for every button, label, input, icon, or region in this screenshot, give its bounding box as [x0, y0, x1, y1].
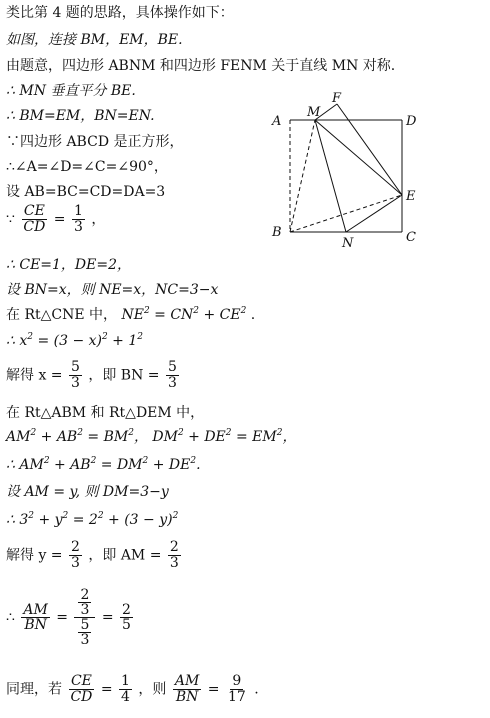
text: ，即 BN = [88, 367, 160, 384]
text-line-12 [6, 306, 255, 324]
period: . [250, 307, 256, 323]
text-line-19 [6, 511, 178, 529]
frac-numerator: AM [23, 602, 48, 618]
frac-numerator: CE [70, 673, 92, 689]
fraction-ce-cd [68, 674, 94, 705]
equals-sign: = [56, 609, 69, 626]
sup: 2 [172, 511, 179, 521]
sup: 2 [27, 332, 33, 342]
text-line-16 [6, 428, 296, 446]
sup: 2 [128, 428, 134, 438]
sup: 2 [142, 456, 149, 466]
frac-denominator: BN [175, 689, 199, 705]
frac-numerator: 2 [169, 539, 179, 555]
sup: 2 [90, 456, 97, 466]
term: = EM [231, 429, 277, 445]
fraction-one-third [72, 204, 85, 235]
complex-fraction [74, 588, 95, 647]
term: + (3 − y) [103, 512, 173, 528]
segment-NE [346, 195, 402, 232]
sup: 2 [240, 306, 247, 316]
segment-BM-dashed [290, 120, 315, 232]
frac-denominator: CD [70, 689, 93, 705]
term: + AB [49, 457, 91, 473]
text-line-2: 如图，连接 BM，EM，BE. [6, 32, 183, 48]
frac-numerator: 5 [70, 359, 80, 375]
frac-numerator: 2 [80, 587, 90, 603]
because-symbol: ∵ [6, 211, 15, 228]
square-fold-figure [262, 92, 422, 252]
comma: ， [91, 211, 106, 228]
frac-denominator [74, 618, 95, 647]
text-line-17 [6, 456, 201, 474]
term: = (3 − x) [33, 333, 102, 349]
frac-denominator: BN [24, 617, 47, 633]
frac-numerator: AM [174, 673, 200, 689]
text-line-4: ∴ MN 垂直平分 BE. [6, 83, 136, 99]
text-line-13 [6, 332, 143, 350]
sup: 2 [30, 428, 37, 438]
frac-numerator: 1 [73, 203, 83, 219]
sup: 2 [28, 511, 34, 521]
fraction-two-fifths [120, 603, 133, 632]
segment-ME [315, 120, 402, 195]
term: = BM [82, 429, 129, 445]
frac-numerator [74, 588, 95, 618]
text-line-6: ∵四边形 ABCD 是正方形， [6, 134, 184, 150]
term: = DM [96, 457, 143, 473]
term: AM [6, 429, 31, 445]
fraction-two-thirds [78, 588, 91, 617]
term: ∴ 3 [6, 512, 29, 528]
text-line-20 [6, 540, 183, 571]
frac-denominator: 5 [122, 617, 131, 633]
sup: 2 [276, 428, 283, 438]
frac-denominator: 3 [167, 375, 177, 391]
text-line-11: 设 BN=x，则 NE=x，NC=3−x [6, 282, 219, 298]
text-line-10: ∴ CE=1，DE=2， [6, 257, 132, 273]
term: ， DM [133, 429, 178, 445]
label-B: B [272, 225, 282, 240]
label-A: A [272, 114, 282, 129]
term: + CE [199, 307, 241, 323]
fraction-am-bn [173, 674, 201, 705]
sup: 2 [190, 456, 197, 466]
fraction-nine-seventeenths [226, 674, 248, 705]
fraction-one-fourth [119, 674, 132, 705]
segment-MN [315, 120, 346, 232]
equals-sign: = [100, 681, 113, 698]
frac-denominator: 3 [70, 375, 80, 391]
text: 同理，若 [6, 681, 62, 698]
frac-numerator: 5 [167, 359, 177, 375]
sup: 2 [143, 306, 150, 316]
label-F: F [332, 92, 342, 106]
frac-denominator: 3 [73, 219, 83, 235]
label-D: D [406, 114, 417, 129]
frac-numerator: 9 [232, 673, 242, 689]
text-line-7: ∴∠A=∠D=∠C=∠90°， [6, 159, 168, 175]
sup: 2 [62, 511, 69, 521]
text: 解得 y = [6, 547, 63, 564]
label-C: C [406, 230, 416, 245]
frac-numerator: 2 [122, 602, 131, 618]
term: = CN [149, 307, 194, 323]
text: 在 Rt△CNE 中， [6, 307, 118, 323]
term: + DE [183, 429, 226, 445]
sup: 2 [97, 511, 104, 521]
fraction-five-thirds [78, 618, 91, 647]
term: + AB [36, 429, 78, 445]
text-line-15: 在 Rt△ABM 和 Rt△DEM 中， [6, 405, 205, 421]
segment-BE-dashed [290, 195, 402, 232]
term: NE [121, 307, 144, 323]
sup: 2 [43, 456, 50, 466]
frac-denominator: 3 [71, 555, 80, 571]
text-line-14 [6, 360, 181, 391]
frac-denominator: 3 [80, 632, 90, 648]
segment-FE [337, 104, 402, 195]
fraction-two-thirds [69, 540, 82, 571]
equals-sign: = [53, 211, 66, 228]
label-M: M [307, 105, 321, 120]
frac-denominator: 4 [121, 689, 130, 705]
frac-denominator: 3 [80, 602, 90, 618]
sup: 2 [137, 332, 144, 342]
therefore-symbol: ∴ [6, 609, 15, 626]
fraction-five-thirds [69, 360, 82, 391]
frac-denominator: 3 [169, 555, 179, 571]
term: + DE [148, 457, 191, 473]
equals-sign: = [101, 609, 114, 626]
period: . [254, 681, 259, 698]
term: ∴ AM [6, 457, 44, 473]
text: ，则 [138, 681, 167, 698]
equals-sign: = [207, 681, 220, 698]
sup: 2 [193, 306, 200, 316]
frac-denominator: CD [23, 219, 46, 235]
frac-numerator: 2 [71, 539, 80, 555]
text-line-3: 由题意，四边形 ABNM 和四边形 FENM 关于直线 MN 对称. [6, 58, 396, 74]
text: 解得 x = [6, 367, 63, 384]
math [121, 307, 246, 323]
frac-numerator: CE [23, 203, 45, 219]
label-E: E [406, 189, 416, 204]
frac-numerator: 1 [121, 673, 130, 689]
fraction-ce-cd [21, 204, 47, 235]
label-N: N [342, 236, 354, 251]
text-line-9 [6, 204, 105, 235]
frac-denominator: 17 [227, 689, 246, 705]
fraction-two-thirds [168, 540, 181, 571]
text-line-22 [6, 674, 259, 705]
text-line-8: 设 AB=BC=CD=DA=3 [6, 184, 166, 200]
term: ∴ x [6, 333, 28, 349]
term: + y [34, 512, 63, 528]
text-line-5: ∴ BM=EM，BN=EN. [6, 108, 155, 124]
fraction-five-thirds [166, 360, 179, 391]
text-line-1: 类比第 4 题的思路，具体操作如下： [6, 5, 234, 21]
term: . [196, 457, 201, 473]
sup: 2 [225, 428, 232, 438]
fraction-am-bn [21, 603, 49, 632]
sup: 2 [177, 428, 184, 438]
sup: 2 [77, 428, 83, 438]
text-line-18: 设 AM = y, 则 DM=3−y [6, 484, 169, 500]
term: ， [282, 429, 297, 445]
term: + 1 [107, 333, 138, 349]
text-line-21 [6, 588, 135, 647]
text: ，即 AM = [88, 547, 162, 564]
term: = 2 [68, 512, 98, 528]
frac-numerator: 5 [80, 617, 90, 633]
sup: 2 [102, 332, 108, 342]
